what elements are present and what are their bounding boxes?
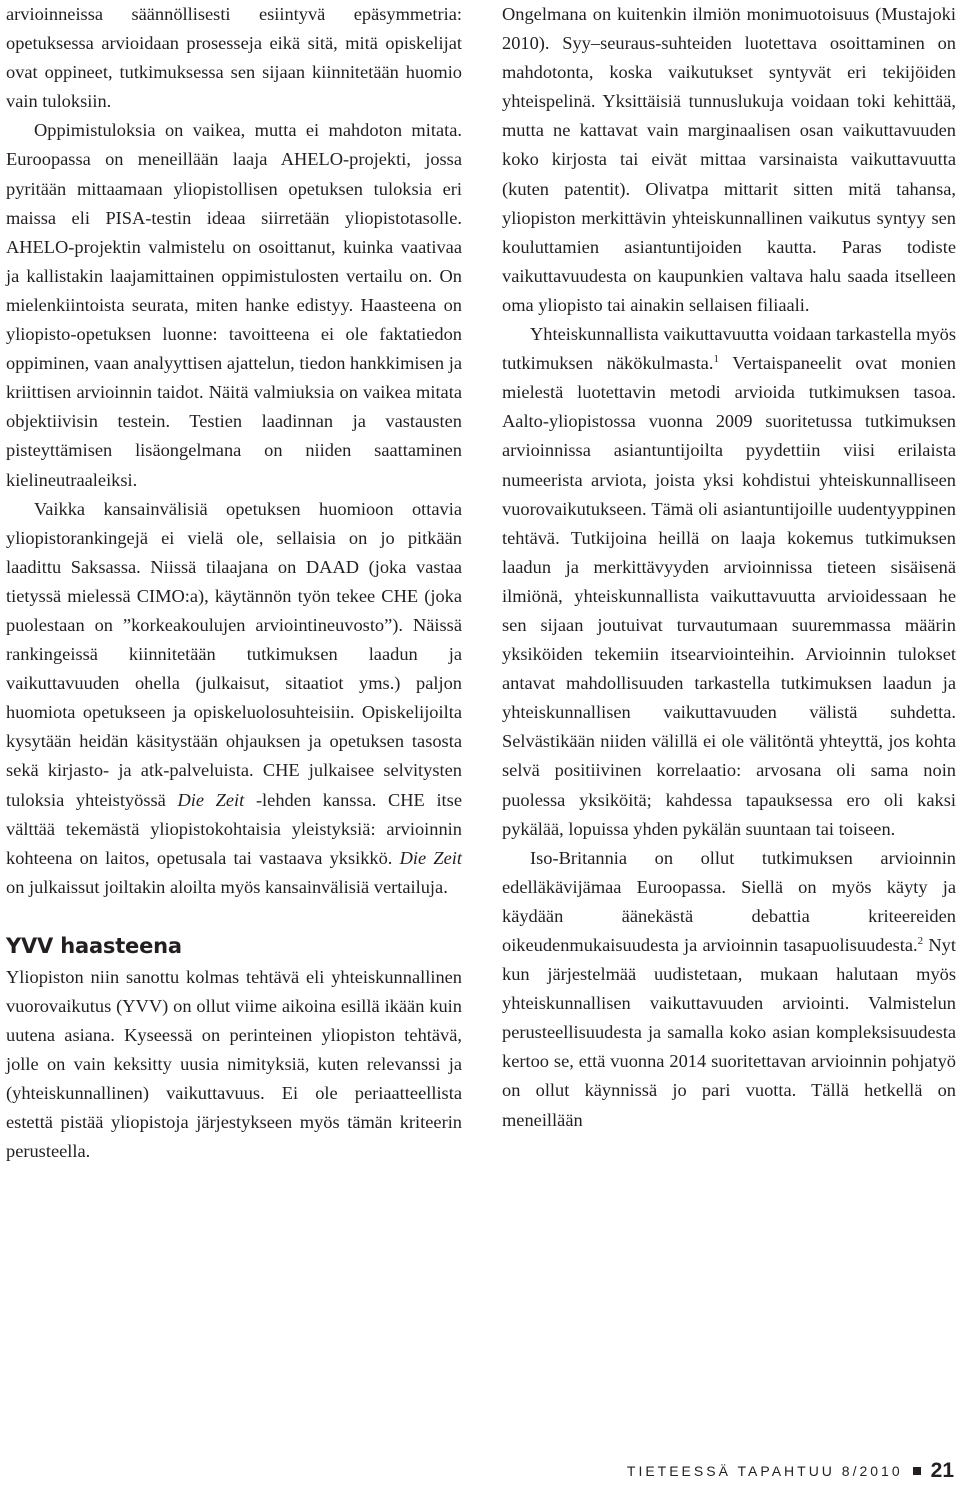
paragraph: arvioinneissa säännöllisesti esiintyvä epäsymmetria: opetuksessa arvioidaan prosesseja eikä sitä, mitä opiskelijat ovat oppineet, tutkimuksessa sen sijaan kiinnitetään huomio vain tuloksiin. xyxy=(6,4,462,112)
paragraph xyxy=(502,844,956,1135)
section-heading: YVV haasteena xyxy=(6,933,182,958)
footnote-ref: 1 xyxy=(713,353,719,366)
page-footer xyxy=(627,1459,954,1483)
text-run: Yhteiskunnallista vaikuttavuutta voidaan tarkastella myös tutkimuksen näkökulmasta. xyxy=(502,324,956,374)
paragraph xyxy=(502,320,956,844)
text-run: -lehden kanssa. CHE itse välttää tekemästä yliopistokohtaisia yleistyksiä: arvioinnin kohteena on laitos, opetusala tai vastaava yksikkö. xyxy=(6,789,462,868)
text-run: Vertaispaneelit ovat monien mielestä luotettavin metodi arvioida tutkimuksen tasoa. Aalto-yliopistossa vuonna 2009 suoritetussa tutkimuksen arvioinnissa asiantuntijoilta pyydettiin viisi erilaista numeerista arviota, joista yksi kohdistui yhteiskunnalliseen vuorovaikutukseen. Tämä oli asiantuntijoille uudentyyppinen tehtävä. Tutkijoina heillä on laaja kokemus tutkimuksen laadun ja merkittävyyden arvioinnissa tieteen sisäisenä ilmiönä, yhteiskunnallista vaikuttavuutta arvioidessaan he sen sijaan joutuivat turvautumaan suuremmassa määrin yksiköiden tekemiin itsearviointeihin. Arvioinnin tulokset antavat mahdollisuuden tarkastella tutkimuksen laadun ja yhteiskunnallisen vaikuttavuuden välistä suhdetta. Selvästikään niiden välillä ei ole välitöntä yhteyttä, jos kohta selvä positiivinen korrelaatio: arvosana oli sama noin puolessa yksiköitä; kahdessa tapauksessa ero oli kaksi pykälää, lopuissa yhden pykälän suuntaan tai toiseen. xyxy=(502,353,956,839)
paragraph xyxy=(6,495,462,902)
footnote-ref: 2 xyxy=(917,935,924,947)
page-number: 21 xyxy=(930,1459,954,1482)
text-run: Iso-Britannia on ollut tutkimuksen arvioinnin edelläkävijämaa Euroopassa. Siellä on myös käyty ja käydään äänekästä debattia kriteereiden oikeudenmukaisuudesta ja arvioinnin tasapuolisuudesta. xyxy=(502,847,956,955)
text-run: Nyt kun järjestelmää uudistetaan, mukaan halutaan myös yhteiskunnallisen vaikuttavuuden arviointi. Valmistelun perusteellisuudesta ja samalla koko asian kompleksisuudesta kertoo se, että vuonna 2014 suoritettavan arvioinnin pohjatyö on ollut käynnissä jo pari vuotta. Tällä hetkellä on meneillään xyxy=(502,935,956,1130)
text-run: Vaikka kansainvälisiä opetuksen huomioon ottavia yliopistorankingejä ei vielä ole, sellaisia on jo pitkään laadittu Saksassa. Niissä tilaajana on DAAD (joka vastaa tietyssä mielessä CIMO:a), käytännön työn tekee CHE (joka puolestaan on ”korkeakoulujen arviointineuvosto”). Näissä rankingeissä kiinnitetään tutkimuksen laadun ja vaikuttavuuden ohella (julkaisut, sitaatiot yms.) paljon huomiota opetukseen ja opiskeluolosuhteisiin. Opiskelijoilta kysytään heidän käsitystään ohjauksen ja opetuksen tasosta sekä kirjasto- ja atk-palveluista. CHE julkaisee selvitysten tuloksia yhteistyössä xyxy=(6,498,462,810)
square-bullet-icon xyxy=(913,1467,921,1475)
left-column xyxy=(6,0,462,1167)
publication-title: Die Zeit xyxy=(399,847,462,868)
right-column xyxy=(502,0,956,1135)
magazine-name: TIETEESSÄ TAPAHTUU 8/2010 xyxy=(626,1463,903,1479)
paragraph: Ongelmana on kuitenkin ilmiön monimuotoisuus (Mustajoki 2010). Syy–seuraus-suhteiden luotettava osoittaminen on mahdotonta, koska vaikutukset syntyvät eri tekijöiden yhteispelinä. Yksittäisiä tunnuslukuja voidaan toki kehittää, mutta ne kattavat vain marginaalisen osan vaikuttavuuden koko kirjosta tai eivät mittaa varsinaista vaikuttavuutta (kuten patentit). Olivatpa mittarit sitten mitä tahansa, yliopiston merkittävin yhteiskunnallinen vaikutus syntyy sen kouluttamien asiantuntijoiden kautta. Paras todiste vaikuttavuudesta on kaupunkien valtava halu saada itselleen oma yliopisto tai ainakin sellaisen filiaali. xyxy=(502,4,956,315)
text-run: on julkaissut joiltakin aloilta myös kansainvälisiä vertailuja. xyxy=(6,876,448,897)
publication-title: Die Zeit xyxy=(177,789,245,810)
paragraph: Yliopiston niin sanottu kolmas tehtävä eli yhteiskunnallinen vuorovaikutus (YVV) on ollut viime aikoina esillä ikään kuin uutena asiana. Kyseessä on perinteinen yliopiston tehtävä, jolle on vain keksitty uusia nimityksiä, kuten relevanssi ja (yhteiskunnallinen) vaikuttavuus. Ei ole periaatteellista estettä pistää yliopistoja järjestykseen myös tämän kriteerin perusteella. xyxy=(6,966,462,1162)
paragraph: Oppimistuloksia on vaikea, mutta ei mahdoton mitata. Euroopassa on meneillään laaja AHELO-projekti, jossa pyritään mittaamaan yliopistollisen opetuksen tuloksia eri maissa eli PISA-testin ideaa siirretään yliopistotasolle. AHELO-projektin valmistelu on osoittanut, kuinka vaativaa ja kallistakin laajamittainen oppimistulosten vertailu on. On mielenkiintoista seurata, miten hanke edistyy. Haasteena on yliopisto-opetuksen luonne: tavoitteena ei ole faktatiedon oppiminen, vaan analyyttisen ajattelun, tiedon hankkimisen ja kriittisen arvioinnin taidot. Näitä valmiuksia on vaikea mitata objektiivisin testein. Testien laadinnan ja vastausten pisteyttämisen lisäongelmana on niiden saattaminen kielineutraaleiksi. xyxy=(6,120,462,490)
